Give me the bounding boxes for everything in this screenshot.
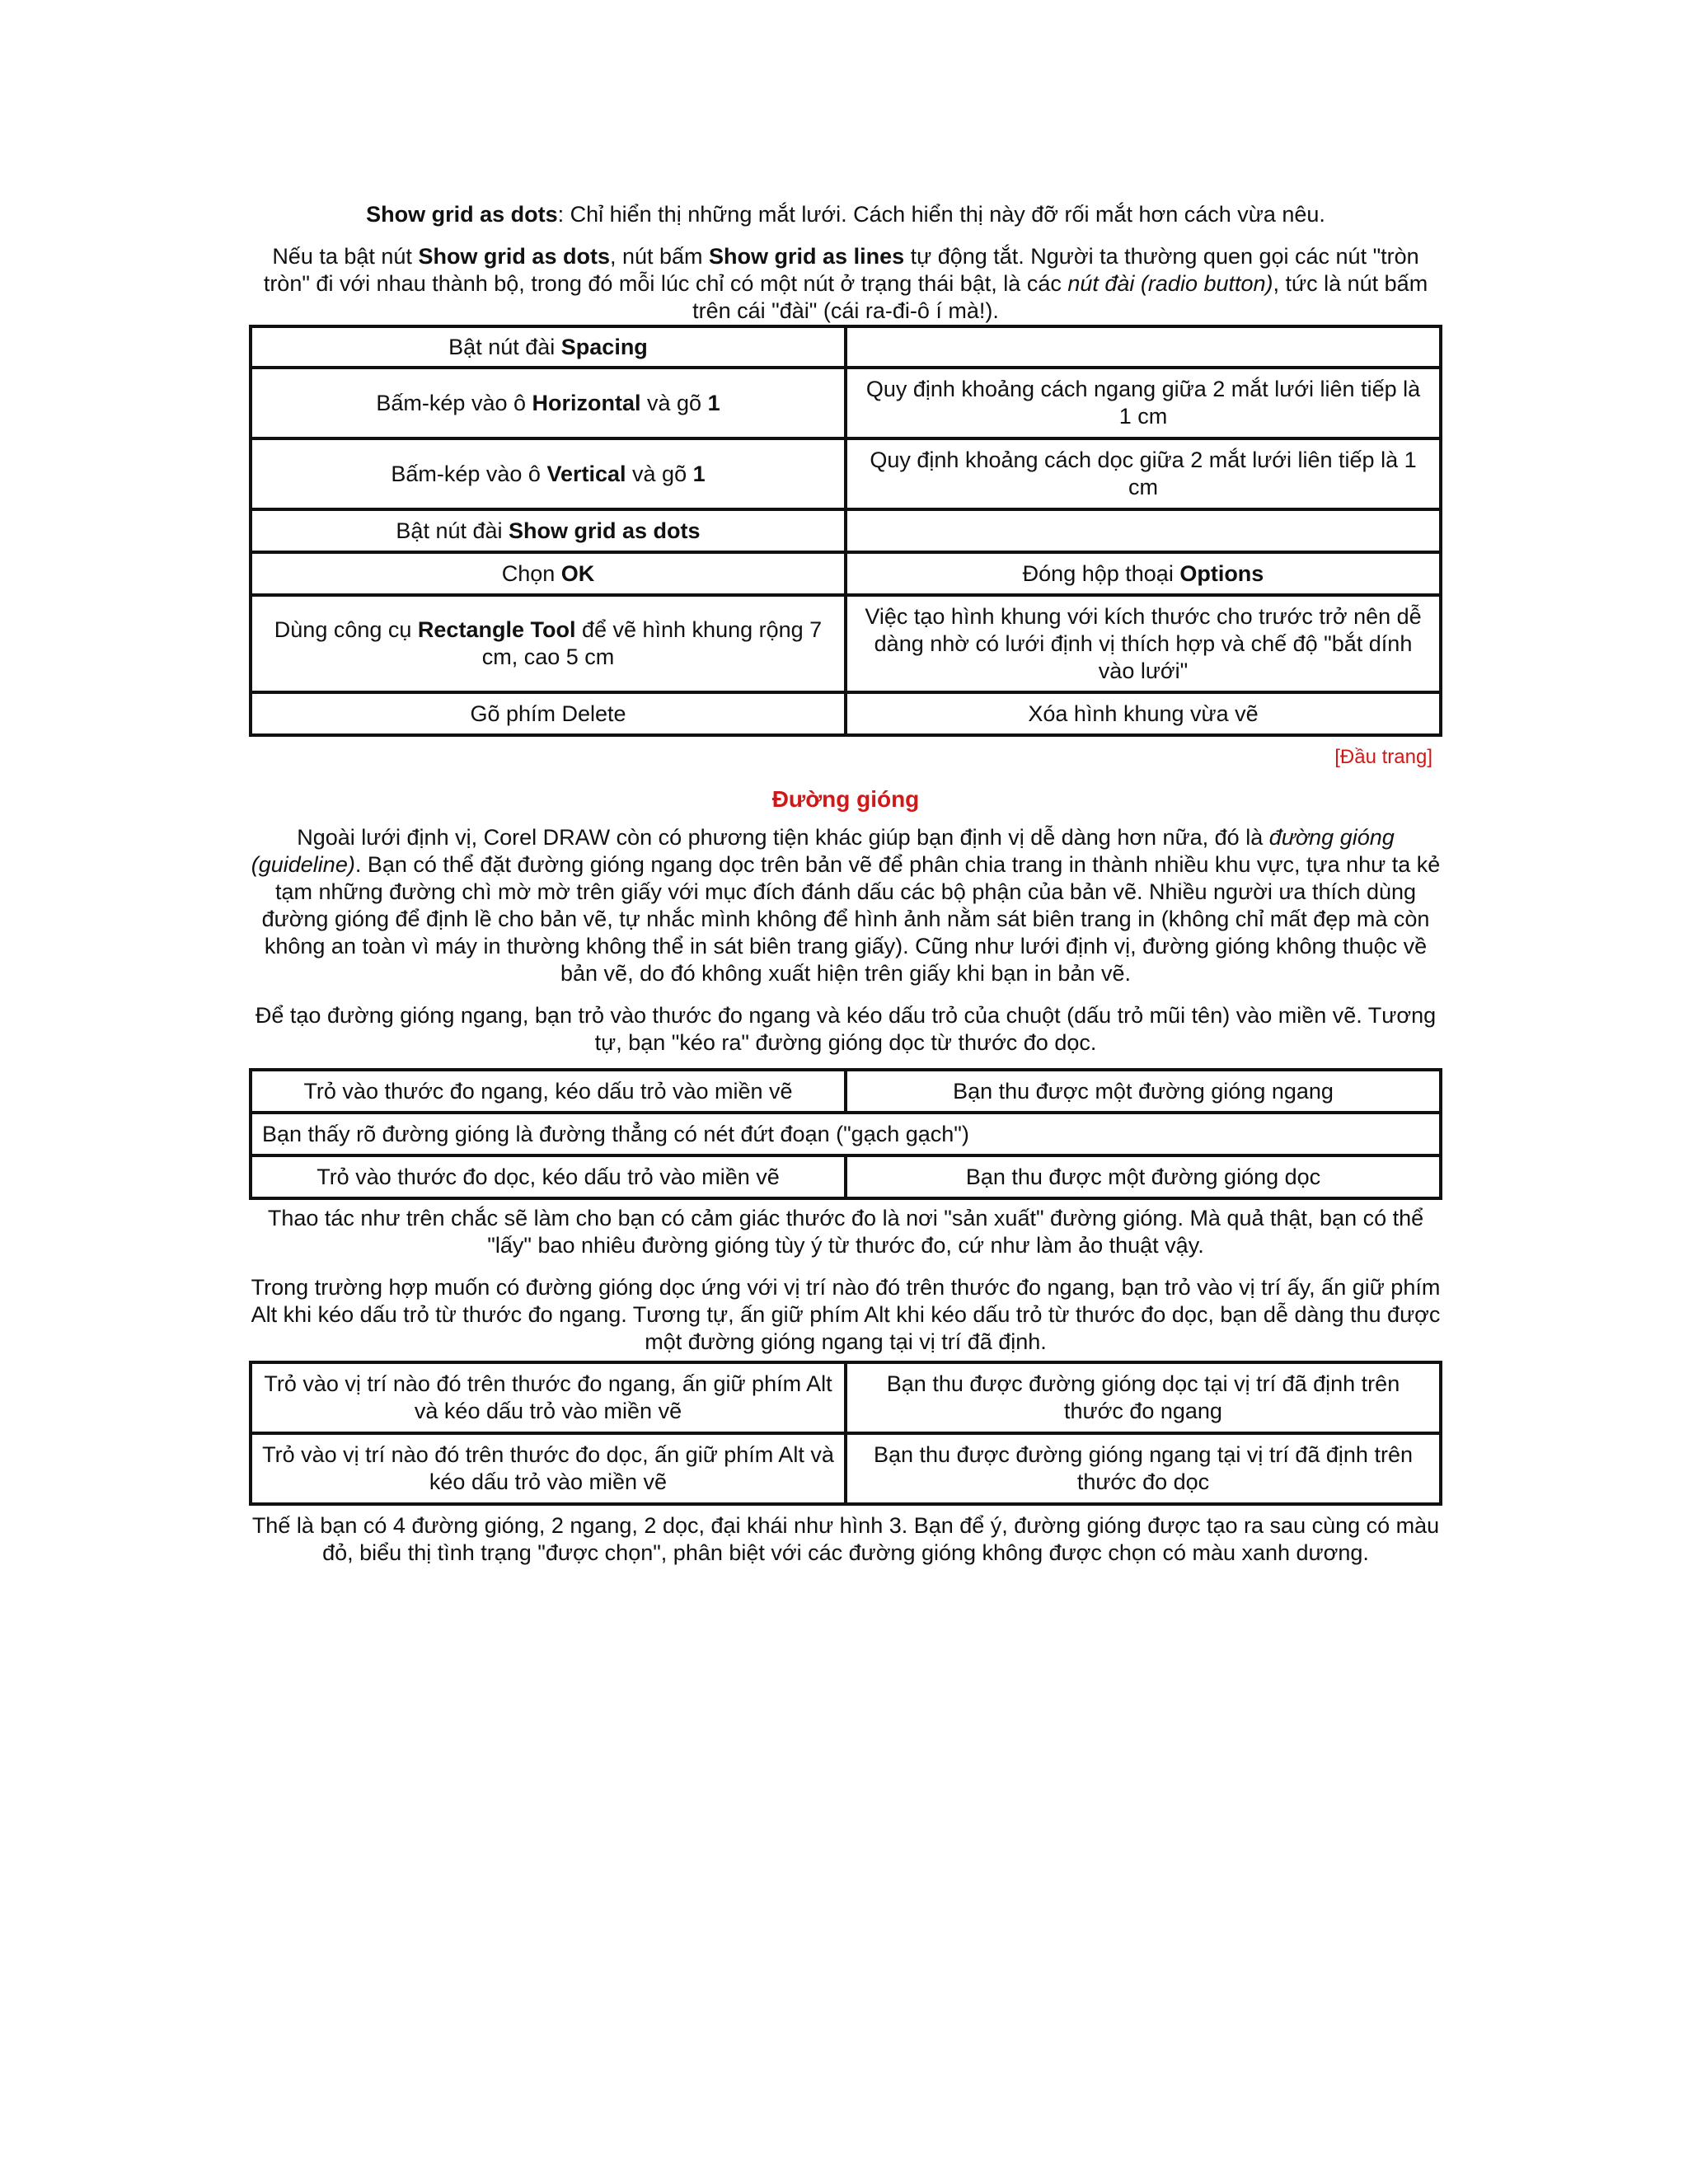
- back-to-top-link[interactable]: [Đầu trang]: [1334, 746, 1432, 768]
- after-paragraph-1: Thao tác như trên chắc sẽ làm cho bạn có cảm giác thước đo là nơi "sản xuất" đường gióng. Mà quả thật, bạn có thể "lấy" bao nhiêu đường gióng tùy ý từ thước đo, cứ như làm ảo thuật vậy.: [267, 1206, 1424, 1258]
- table-row: [251, 509, 1441, 552]
- text-run: Bấm-kép vào ô: [376, 390, 532, 415]
- term-bold: Options: [1179, 560, 1264, 586]
- section-title: Đường gióng: [771, 786, 920, 812]
- table-cell: [251, 509, 846, 552]
- table-row: [251, 1362, 1441, 1433]
- term-bold: Horizontal: [532, 390, 641, 415]
- table-cell: Bạn thu được đường gióng dọc tại vị trí đã định trên thước đo ngang: [846, 1362, 1441, 1433]
- text-run: để vẽ hình khung rộng 7 cm, cao 5 cm: [481, 617, 823, 669]
- table-cell: Quy định khoảng cách dọc giữa 2 mắt lưới liên tiếp là 1 cm: [846, 438, 1441, 509]
- term-bold: 1: [707, 390, 720, 415]
- text-run: Bật nút đài: [396, 518, 509, 543]
- steps-table-grid: [249, 325, 1442, 737]
- text-run: và gõ: [640, 390, 708, 415]
- term-italic: đường gióng (guideline): [251, 825, 1395, 877]
- term-bold: Show grid as dots: [366, 202, 558, 227]
- term-bold: Show grid as lines: [709, 244, 905, 269]
- text-run: Chọn: [501, 560, 561, 586]
- intro-paragraph-2: [249, 243, 1442, 325]
- table-cell: Trỏ vào thước đo ngang, kéo dấu trỏ vào miền vẽ: [251, 1070, 846, 1113]
- table-row: [251, 595, 1441, 692]
- text-run: Đóng hộp thoại: [1022, 560, 1180, 586]
- table-cell: [251, 595, 846, 692]
- table-cell: Bạn thu được một đường gióng ngang: [846, 1070, 1441, 1113]
- table-cell: Trỏ vào thước đo dọc, kéo dấu trỏ vào miền vẽ: [251, 1155, 846, 1198]
- text-run: , tức là nút bấm trên cái "đài" (cái ra-đi-ô í mà!).: [692, 271, 1428, 323]
- table-row: [251, 1070, 1441, 1113]
- steps-table-alt: [249, 1361, 1442, 1506]
- term-bold: Show grid as dots: [418, 244, 610, 269]
- text-run: Bật nút đài: [448, 334, 561, 359]
- text-run: . Bạn có thể đặt đường gióng ngang dọc trên bản vẽ để phân chia trang in thành nhiều khu vực, tựa như ta kẻ tạm những đường chì mờ mờ trên giấy với mục đích đánh dấu các bộ phận của bản vẽ. Nhiều người ưa thích dùng đường gióng để định lề cho bản vẽ, tự nhắc mình không để hình ảnh nằm sát biên trang in (không chỉ mất đẹp mà còn không an toàn vì máy in thường không thể in sát biên trang giấy). Cũng như lưới định vị, đường gióng không thuộc về bản vẽ, do đó không xuất hiện trên giấy khi bạn in bản vẽ.: [261, 852, 1441, 986]
- table-row: [251, 552, 1441, 595]
- table-cell: [251, 438, 846, 509]
- table-cell: Quy định khoảng cách ngang giữa 2 mắt lưới liên tiếp là 1 cm: [846, 368, 1441, 438]
- term-bold: OK: [560, 560, 595, 586]
- closing-paragraph: Thế là bạn có 4 đường gióng, 2 ngang, 2 dọc, đại khái như hình 3. Bạn để ý, đường gióng được tạo ra sau cùng có màu đỏ, biểu thị tình trạng "được chọn", phân biệt với các đường gióng không được chọn có màu xanh dương.: [251, 1513, 1440, 1565]
- document-page: [249, 201, 1442, 1567]
- table-cell: [251, 368, 846, 438]
- table-cell: Trỏ vào vị trí nào đó trên thước đo dọc, ấn giữ phím Alt và kéo dấu trỏ vào miền vẽ: [251, 1433, 846, 1504]
- table-row: [251, 692, 1441, 735]
- table-cell: Bạn thu được một đường gióng dọc: [846, 1155, 1441, 1198]
- steps-table-guideline: [249, 1068, 1442, 1200]
- term-bold: Show grid as dots: [509, 518, 701, 543]
- table-cell: Trỏ vào vị trí nào đó trên thước đo ngang, ấn giữ phím Alt và kéo dấu trỏ vào miền vẽ: [251, 1362, 846, 1433]
- text-run: Nếu ta bật nút: [272, 244, 419, 269]
- after-paragraph-2: Trong trường hợp muốn có đường gióng dọc ứng với vị trí nào đó trên thước đo ngang, bạn trỏ vào vị trí ấy, ấn giữ phím Alt khi kéo dấu trỏ từ thước đo ngang. Tương tự, ấn giữ phím Alt khi kéo dấu trỏ từ thước đo dọc, bạn dễ dàng thu được một đường gióng ngang tại vị trí đã định.: [251, 1275, 1441, 1354]
- guideline-paragraph-1: [249, 824, 1442, 987]
- table-row: [251, 438, 1441, 509]
- text-run: Bấm-kép vào ô: [391, 461, 547, 486]
- table-cell: [251, 552, 846, 595]
- table-cell: Gõ phím Delete: [251, 692, 846, 735]
- text-run: và gõ: [626, 461, 693, 486]
- table-cell: [846, 326, 1441, 368]
- table-cell: [251, 326, 846, 368]
- table-cell: [846, 552, 1441, 595]
- table-cell: Bạn thấy rõ đường gióng là đường thẳng có nét đứt đoạn ("gạch gạch"): [251, 1113, 1441, 1155]
- text-run: : Chỉ hiển thị những mắt lưới. Cách hiển thị này đỡ rối mắt hơn cách vừa nêu.: [557, 202, 1325, 227]
- guideline-paragraph-2: Để tạo đường gióng ngang, bạn trỏ vào thước đo ngang và kéo dấu trỏ của chuột (dấu trỏ mũi tên) vào miền vẽ. Tương tự, bạn "kéo ra" đường gióng dọc từ thước đo dọc.: [255, 1003, 1437, 1055]
- text-run: tự động tắt. Người ta thường quen gọi các nút "tròn tròn" đi với nhau thành bộ, trong đó mỗi lúc chỉ có một nút ở trạng thái bật, là các: [263, 244, 1419, 296]
- term-bold: Vertical: [546, 461, 626, 486]
- text-run: , nút bấm: [609, 244, 710, 269]
- term-bold: Spacing: [560, 334, 648, 359]
- text-run: Ngoài lưới định vị, Corel DRAW còn có phương tiện khác giúp bạn định vị dễ dàng hơn nữa, đó là: [297, 825, 1269, 850]
- table-cell: Việc tạo hình khung với kích thước cho trước trở nên dễ dàng nhờ có lưới định vị thích hợp và chế độ "bắt dính vào lưới": [846, 595, 1441, 692]
- table-cell: Xóa hình khung vừa vẽ: [846, 692, 1441, 735]
- term-bold: 1: [692, 461, 706, 486]
- table-cell: [846, 509, 1441, 552]
- table-row: [251, 326, 1441, 368]
- table-row: [251, 1433, 1441, 1504]
- table-row: [251, 1155, 1441, 1198]
- table-row: [251, 1113, 1441, 1155]
- table-cell: Bạn thu được đường gióng ngang tại vị trí đã định trên thước đo dọc: [846, 1433, 1441, 1504]
- table-row: [251, 368, 1441, 438]
- intro-paragraph-1: [249, 201, 1442, 228]
- term-italic: nút đài (radio button): [1067, 271, 1273, 296]
- term-bold: Rectangle Tool: [417, 617, 576, 642]
- text-run: Dùng công cụ: [274, 617, 418, 642]
